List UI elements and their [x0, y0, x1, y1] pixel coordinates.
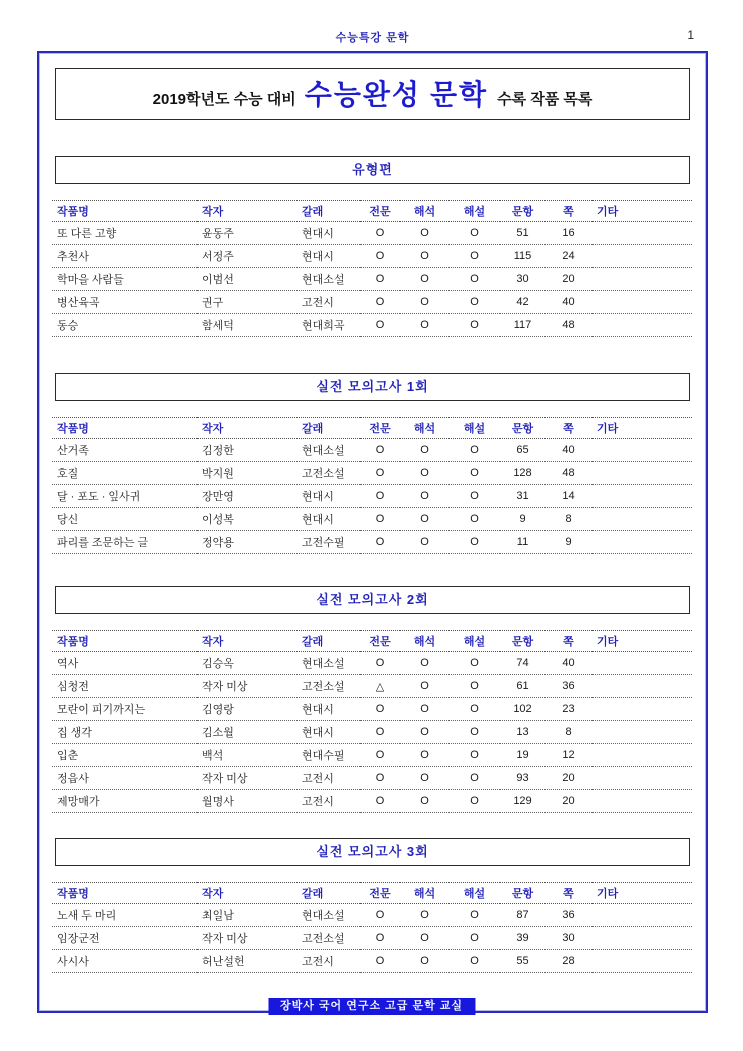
- cell-title: 파리를 조문하는 글: [57, 537, 149, 549]
- cell-genre: 고전소설: [302, 681, 345, 693]
- cell-page: 8: [565, 513, 572, 525]
- cell-page: 30: [562, 932, 575, 944]
- cell-author: 정약용: [202, 537, 234, 549]
- cell-fulltext: O: [375, 490, 385, 502]
- cell-page: 40: [562, 657, 575, 669]
- cell-comment: O: [470, 703, 479, 715]
- table-row: [52, 314, 692, 337]
- cell-genre: 현대시: [302, 491, 334, 503]
- cell-genre: 현대시: [302, 514, 334, 526]
- cell-page: 9: [565, 536, 572, 548]
- section: [39, 156, 706, 337]
- content-frame: [37, 51, 708, 1013]
- cell-genre: 고전수필: [302, 537, 345, 549]
- table-row: [52, 531, 692, 554]
- running-header: [37, 26, 708, 48]
- works-table: [52, 200, 692, 337]
- cell-questions: 117: [513, 319, 532, 331]
- cell-genre: 고전시: [302, 773, 334, 785]
- cell-fulltext: O: [375, 703, 385, 715]
- column-header-title: 작품명: [57, 888, 89, 900]
- cell-etc: [592, 222, 692, 245]
- table-row: [52, 790, 692, 813]
- cell-interp: O: [420, 250, 429, 262]
- cell-fulltext: O: [375, 227, 385, 239]
- cell-comment: O: [470, 955, 479, 967]
- cell-etc: [592, 652, 692, 675]
- column-header-genre: 갈래: [302, 888, 324, 900]
- cell-genre: 현대소설: [302, 658, 345, 670]
- cell-fulltext: O: [375, 319, 385, 331]
- cell-title: 산거족: [57, 445, 89, 457]
- cell-questions: 128: [513, 467, 532, 479]
- column-header-genre: 갈래: [302, 636, 324, 648]
- cell-author: 작자 미상: [202, 933, 248, 945]
- cell-etc: [592, 744, 692, 767]
- cell-author: 박지원: [202, 468, 234, 480]
- cell-author: 작자 미상: [202, 681, 248, 693]
- column-header-comment: 해설: [463, 206, 486, 218]
- cell-comment: O: [470, 680, 479, 692]
- column-header-questions: 문항: [511, 888, 534, 900]
- running-header-title: 수능특강 문학: [335, 32, 410, 44]
- column-header-questions: 문항: [511, 636, 534, 648]
- works-table: [52, 417, 692, 554]
- column-header-questions: 문항: [511, 423, 534, 435]
- cell-comment: O: [470, 513, 479, 525]
- cell-interp: O: [420, 703, 429, 715]
- table-row: [52, 698, 692, 721]
- table-header-row: [52, 631, 692, 652]
- cell-interp: O: [420, 319, 429, 331]
- cell-comment: O: [470, 909, 479, 921]
- cell-comment: O: [470, 273, 479, 285]
- cell-title: 역사: [57, 658, 79, 670]
- table-row: [52, 950, 692, 973]
- cell-fulltext: O: [375, 467, 385, 479]
- cell-questions: 87: [516, 909, 529, 921]
- cell-comment: O: [470, 657, 479, 669]
- cell-interp: O: [420, 296, 429, 308]
- cell-genre: 현대시: [302, 727, 334, 739]
- cell-author: 이범선: [202, 274, 234, 286]
- cell-etc: [592, 675, 692, 698]
- cell-interp: O: [420, 749, 429, 761]
- column-header-page: 쪽: [563, 206, 574, 218]
- cell-title: 노새 두 마리: [57, 910, 117, 922]
- column-header-interp: 해석: [413, 423, 436, 435]
- cell-fulltext: O: [375, 296, 385, 308]
- cell-questions: 61: [516, 680, 529, 692]
- cell-author: 허난설헌: [202, 956, 245, 968]
- cell-genre: 고전소설: [302, 468, 345, 480]
- column-header-etc: 기타: [597, 206, 619, 218]
- cell-comment: O: [470, 227, 479, 239]
- column-header-interp: 해석: [413, 636, 436, 648]
- cell-page: 8: [565, 726, 572, 738]
- cell-fulltext: O: [375, 932, 385, 944]
- cell-page: 12: [562, 749, 575, 761]
- section-title: 실전 모의고사 2회: [316, 592, 429, 607]
- cell-comment: O: [470, 726, 479, 738]
- cell-interp: O: [420, 932, 429, 944]
- column-header-title: 작품명: [57, 636, 89, 648]
- cell-interp: O: [420, 227, 429, 239]
- cell-title: 입춘: [57, 750, 79, 762]
- cell-genre: 현대소설: [302, 445, 345, 457]
- cell-interp: O: [420, 909, 429, 921]
- cell-fulltext: O: [375, 795, 385, 807]
- cell-comment: O: [470, 932, 479, 944]
- cell-comment: O: [470, 795, 479, 807]
- cell-interp: O: [420, 726, 429, 738]
- cell-author: 장만영: [202, 491, 234, 503]
- cell-etc: [592, 790, 692, 813]
- cell-title: 모란이 피기까지는: [57, 704, 146, 716]
- cell-etc: [592, 904, 692, 927]
- cell-comment: O: [470, 749, 479, 761]
- cell-comment: O: [470, 296, 479, 308]
- cell-fulltext: O: [375, 444, 385, 456]
- cell-etc: [592, 291, 692, 314]
- cell-page: 14: [562, 490, 575, 502]
- cell-title: 사시사: [57, 956, 89, 968]
- cell-title: 병산육곡: [57, 297, 100, 309]
- cell-genre: 고전시: [302, 956, 334, 968]
- table-row: [52, 767, 692, 790]
- table-header-row: [52, 418, 692, 439]
- document-title-prefix: 2019학년도 수능 대비: [152, 91, 296, 108]
- cell-interp: O: [420, 795, 429, 807]
- cell-author: 권구: [202, 297, 224, 309]
- table-row: [52, 268, 692, 291]
- cell-etc: [592, 721, 692, 744]
- section-title-box: [55, 838, 690, 866]
- cell-genre: 현대소설: [302, 274, 345, 286]
- cell-page: 40: [562, 296, 575, 308]
- cell-title: 집 생각: [57, 727, 92, 739]
- cell-questions: 42: [516, 296, 529, 308]
- cell-author: 함세덕: [202, 320, 234, 332]
- table-row: [52, 675, 692, 698]
- cell-questions: 102: [513, 703, 532, 715]
- cell-author: 백석: [202, 750, 224, 762]
- cell-page: 48: [562, 319, 575, 331]
- cell-fulltext: O: [375, 909, 385, 921]
- cell-genre: 현대시: [302, 228, 334, 240]
- table-row: [52, 927, 692, 950]
- cell-questions: 115: [513, 250, 532, 262]
- cell-genre: 현대희곡: [302, 320, 345, 332]
- column-header-comment: 해설: [463, 636, 486, 648]
- table-row: [52, 291, 692, 314]
- cell-questions: 129: [513, 795, 532, 807]
- column-header-author: 작자: [202, 206, 224, 218]
- cell-genre: 고전시: [302, 796, 334, 808]
- cell-questions: 31: [516, 490, 529, 502]
- works-table: [52, 630, 692, 813]
- document-title-box: [55, 68, 690, 120]
- cell-author: 월명사: [202, 796, 234, 808]
- cell-page: 23: [562, 703, 575, 715]
- cell-title: 학마을 사람들: [57, 274, 124, 286]
- cell-comment: O: [470, 444, 479, 456]
- cell-genre: 고전소설: [302, 933, 345, 945]
- cell-author: 김정한: [202, 445, 234, 457]
- cell-author: 서정주: [202, 251, 234, 263]
- page-number: 1: [687, 28, 694, 42]
- cell-etc: [592, 268, 692, 291]
- cell-questions: 30: [516, 273, 529, 285]
- cell-interp: O: [420, 955, 429, 967]
- cell-author: 김승옥: [202, 658, 234, 670]
- cell-comment: O: [470, 250, 479, 262]
- section: [39, 838, 706, 973]
- section: [39, 586, 706, 813]
- column-header-title: 작품명: [57, 423, 89, 435]
- section-title-box: [55, 156, 690, 184]
- document-title-suffix: 수록 작품 목록: [497, 91, 593, 108]
- cell-fulltext: O: [375, 657, 385, 669]
- table-row: [52, 245, 692, 268]
- cell-etc: [592, 245, 692, 268]
- cell-page: 20: [562, 772, 575, 784]
- cell-etc: [592, 767, 692, 790]
- cell-fulltext: O: [375, 772, 385, 784]
- cell-genre: 현대수필: [302, 750, 345, 762]
- cell-questions: 9: [519, 513, 526, 525]
- section-title: 유형편: [352, 162, 393, 177]
- cell-interp: O: [420, 536, 429, 548]
- cell-page: 20: [562, 795, 575, 807]
- document-title-main: 수능완성 문학: [304, 80, 489, 111]
- column-header-etc: 기타: [597, 636, 619, 648]
- column-header-page: 쪽: [563, 423, 574, 435]
- section-title-box: [55, 586, 690, 614]
- cell-page: 16: [562, 227, 575, 239]
- table-header-row: [52, 883, 692, 904]
- section-title-box: [55, 373, 690, 401]
- cell-etc: [592, 439, 692, 462]
- cell-fulltext: O: [375, 749, 385, 761]
- cell-fulltext: O: [375, 250, 385, 262]
- column-header-questions: 문항: [511, 206, 534, 218]
- cell-title: 임장군전: [57, 933, 100, 945]
- column-header-interp: 해석: [413, 888, 436, 900]
- cell-comment: O: [470, 490, 479, 502]
- cell-page: 28: [562, 955, 575, 967]
- cell-genre: 현대소설: [302, 910, 345, 922]
- cell-page: 40: [562, 444, 575, 456]
- cell-page: 36: [562, 680, 575, 692]
- cell-etc: [592, 462, 692, 485]
- section-title: 실전 모의고사 1회: [316, 379, 429, 394]
- cell-author: 작자 미상: [202, 773, 248, 785]
- column-header-etc: 기타: [597, 888, 619, 900]
- column-header-comment: 해설: [463, 888, 486, 900]
- cell-author: 김영랑: [202, 704, 234, 716]
- cell-title: 달 · 포도 · 잎사귀: [57, 491, 141, 503]
- cell-questions: 65: [516, 444, 529, 456]
- cell-interp: O: [420, 490, 429, 502]
- cell-questions: 51: [516, 227, 529, 239]
- cell-title: 심청전: [57, 681, 89, 693]
- sections: [39, 156, 706, 973]
- cell-author: 김소월: [202, 727, 234, 739]
- cell-comment: O: [470, 467, 479, 479]
- column-header-author: 작자: [202, 636, 224, 648]
- cell-page: 24: [562, 250, 575, 262]
- cell-fulltext: O: [375, 513, 385, 525]
- cell-questions: 19: [516, 749, 529, 761]
- cell-title: 동승: [57, 320, 79, 332]
- column-header-fulltext: 전문: [369, 888, 391, 900]
- cell-interp: O: [420, 444, 429, 456]
- column-header-genre: 갈래: [302, 423, 324, 435]
- column-header-page: 쪽: [563, 888, 574, 900]
- cell-questions: 13: [516, 726, 529, 738]
- section-title: 실전 모의고사 3회: [316, 844, 429, 859]
- cell-interp: O: [420, 273, 429, 285]
- cell-questions: 55: [516, 955, 529, 967]
- cell-genre: 현대시: [302, 251, 334, 263]
- table-row: [52, 508, 692, 531]
- cell-questions: 93: [516, 772, 529, 784]
- cell-comment: O: [470, 536, 479, 548]
- table-row: [52, 462, 692, 485]
- cell-title: 추천사: [57, 251, 89, 263]
- cell-title: 당신: [57, 514, 79, 526]
- cell-comment: O: [470, 319, 479, 331]
- cell-genre: 고전시: [302, 297, 334, 309]
- table-row: [52, 721, 692, 744]
- cell-fulltext: O: [375, 726, 385, 738]
- cell-etc: [592, 314, 692, 337]
- cell-title: 호질: [57, 468, 79, 480]
- cell-author: 최일남: [202, 910, 234, 922]
- cell-title: 또 다른 고향: [57, 228, 117, 240]
- cell-questions: 11: [516, 536, 529, 548]
- cell-etc: [592, 698, 692, 721]
- column-header-fulltext: 전문: [369, 423, 391, 435]
- footer-stamp: 장박사 국어 연구소 고급 문학 교실: [268, 998, 475, 1015]
- cell-fulltext: O: [375, 955, 385, 967]
- table-row: [52, 485, 692, 508]
- column-header-author: 작자: [202, 888, 224, 900]
- column-header-etc: 기타: [597, 423, 619, 435]
- table-row: [52, 744, 692, 767]
- column-header-fulltext: 전문: [369, 206, 391, 218]
- table-row: [52, 222, 692, 245]
- cell-interp: O: [420, 680, 429, 692]
- cell-etc: [592, 927, 692, 950]
- column-header-genre: 갈래: [302, 206, 324, 218]
- table-row: [52, 439, 692, 462]
- column-header-title: 작품명: [57, 206, 89, 218]
- cell-questions: 74: [516, 657, 529, 669]
- cell-questions: 39: [516, 932, 529, 944]
- cell-interp: O: [420, 657, 429, 669]
- cell-interp: O: [420, 513, 429, 525]
- cell-etc: [592, 485, 692, 508]
- cell-title: 정읍사: [57, 773, 89, 785]
- cell-genre: 현대시: [302, 704, 334, 716]
- column-header-fulltext: 전문: [369, 636, 391, 648]
- cell-fulltext: O: [375, 273, 385, 285]
- cell-page: 20: [562, 273, 575, 285]
- cell-interp: O: [420, 467, 429, 479]
- cell-page: 48: [562, 467, 575, 479]
- cell-author: 윤동주: [202, 228, 234, 240]
- cell-etc: [592, 508, 692, 531]
- works-table: [52, 882, 692, 973]
- table-row: [52, 904, 692, 927]
- cell-page: 36: [562, 909, 575, 921]
- cell-fulltext: O: [375, 536, 385, 548]
- cell-comment: O: [470, 772, 479, 784]
- table-row: [52, 652, 692, 675]
- column-header-comment: 해설: [463, 423, 486, 435]
- column-header-interp: 해석: [413, 206, 436, 218]
- cell-etc: [592, 950, 692, 973]
- cell-author: 이성복: [202, 514, 234, 526]
- cell-fulltext: △: [375, 680, 385, 693]
- cell-title: 제망매가: [57, 796, 100, 808]
- table-header-row: [52, 201, 692, 222]
- cell-etc: [592, 531, 692, 554]
- column-header-author: 작자: [202, 423, 224, 435]
- section: [39, 373, 706, 554]
- column-header-page: 쪽: [563, 636, 574, 648]
- cell-interp: O: [420, 772, 429, 784]
